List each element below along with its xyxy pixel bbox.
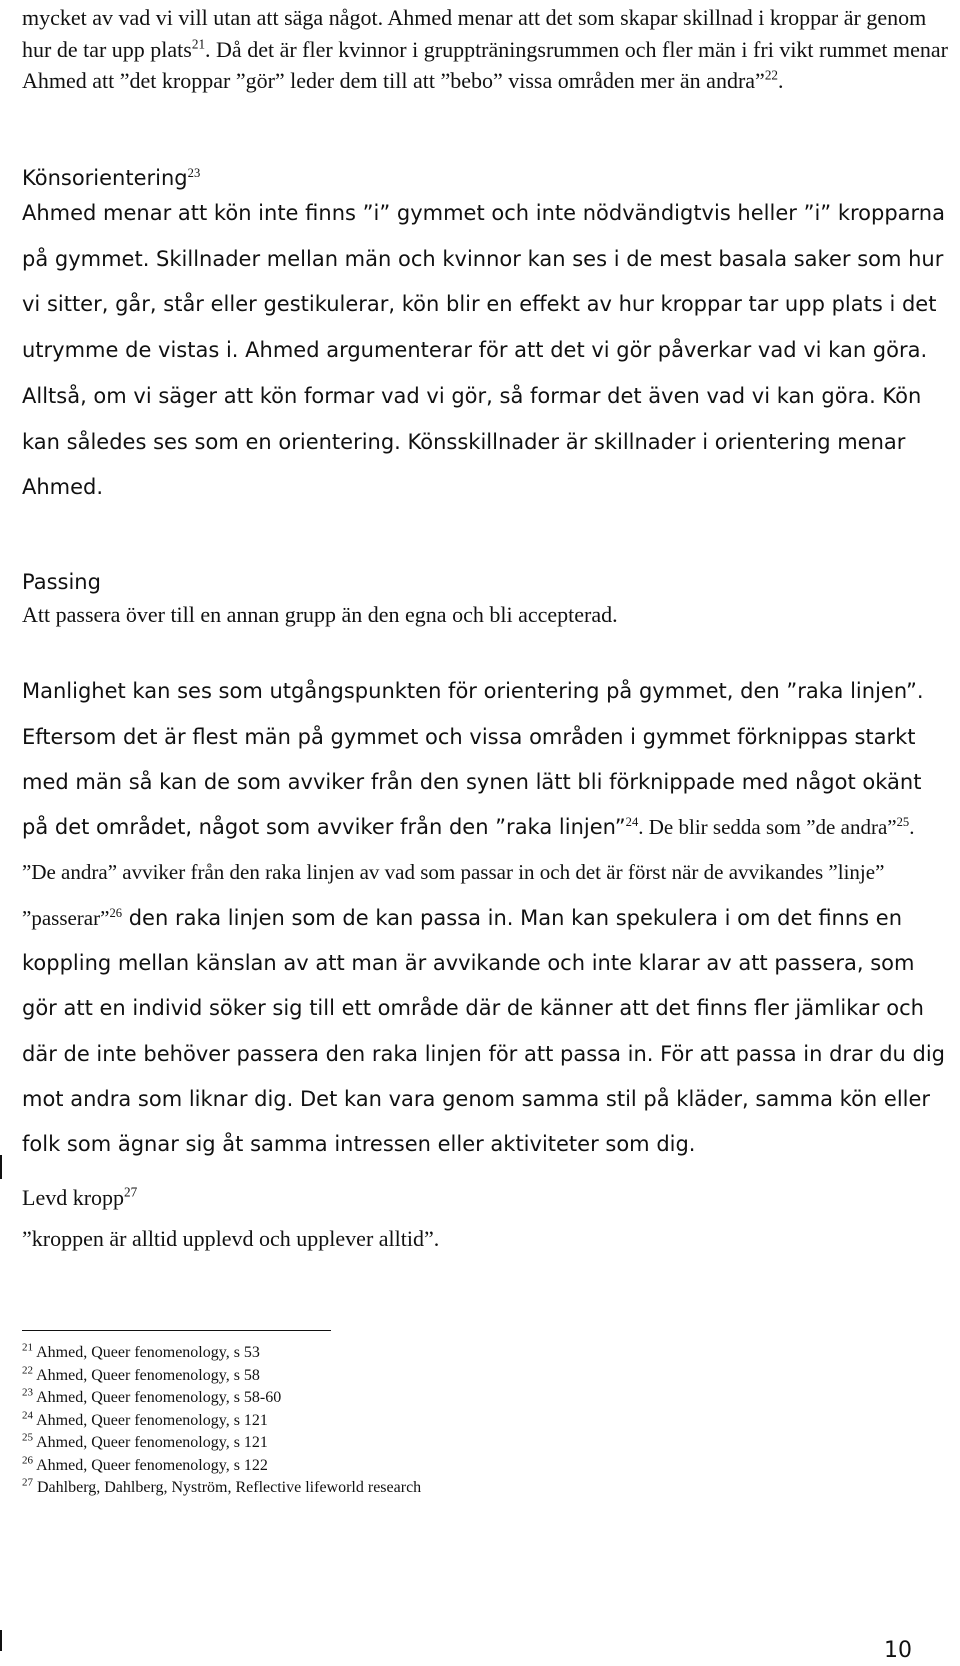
margin-marker — [0, 1155, 2, 1179]
footnote: $^{27}$ Dahlberg, Dahlberg, Nyström, Reflective lifeworld research — [22, 1476, 422, 1496]
footnote: $^{23}$ Ahmed, Queer fenomenology, s 58-60 — [22, 1386, 282, 1406]
footnote: $^{25}$ Ahmed, Queer fenomenology, s 121 — [22, 1431, 268, 1451]
passing-text-1: Manlighet kan ses som utgångspunkten för orientering på gymmet, den ”raka linjen”. Eftersom det är flest män på gymmet och vissa områden i gymmet förknippas starkt med män så kan de som avviker från den synen lätt bli förknippade med något okänt på det området, något som avviker från den ”raka linjen” — [22, 679, 924, 840]
footnote: $^{22}$ Ahmed, Queer fenomenology, s 58 — [22, 1364, 260, 1384]
footnote-ref-22: 22 — [764, 67, 778, 83]
passing-text-2: . De blir sedda som ”de andra” — [638, 815, 897, 840]
footnote-separator — [22, 1330, 331, 1331]
footnotes — [22, 1342, 722, 1500]
intro-text-1: mycket av vad vi vill utan att säga något. Ahmed menar att det som skapar skillnad i kroppar är genom hur de tar upp plats — [22, 5, 927, 62]
page-number: 10 — [884, 1638, 912, 1663]
intro-text-2: . Då det är fler kvinnor i gruppträningsrummen och fler män i fri vikt rummet menar Ahmed att ”det kroppar ”gör” leder dem till att ”bebo” vissa områden mer än andra” — [22, 36, 948, 93]
footnote-ref-27: 27 — [124, 1184, 138, 1200]
konsorientering-paragraph: Ahmed menar att kön inte finns ”i” gymmet och inte nödvändigtvis heller ”i” kropparna på gymmet. Skillnader mellan män och kvinnor kan ses i de mest basala saker som hur vi sitter, går, står eller gestikulerar, kön blir en effekt av hur kroppar tar upp plats i det utrymme de vistas i. Ahmed argumenterar för att det vi gör påverkar vad vi kan göra. Alltså, om vi säger att kön formar vad vi gör, så formar det även vad vi kan göra. Kön kan således ses som en orientering. Könsskillnader är skillnader i orientering menar Ahmed. — [22, 201, 945, 500]
footnote: $^{24}$ Ahmed, Queer fenomenology, s 121 — [22, 1409, 268, 1429]
section-heading-konsorientering: Könsorientering$^{23}$ — [22, 166, 201, 190]
footnote-ref-21: 21 — [191, 36, 206, 52]
passing-paragraph — [22, 623, 952, 1168]
section-heading-levd-kropp: Levd kropp$^{27}$ — [22, 1184, 138, 1210]
footnote: $^{21}$ Ahmed, Queer fenomenology, s 53 — [22, 1341, 260, 1361]
footnote-ref-25: 25 — [896, 815, 910, 830]
footnote-ref-23: 23 — [187, 166, 201, 180]
passing-text-3: . ”De andra” avviker från den raka linjen av vad som passar in och det är först när de avvikandes ”linje” ”passerar” — [22, 815, 915, 930]
footnote-ref-24: 24 — [625, 815, 639, 830]
passing-definition: Att passera över till en annan grupp än den egna och bli accepterad. — [22, 602, 618, 627]
intro-text-3: . — [778, 68, 784, 93]
section-heading-passing: Passing — [22, 570, 101, 594]
margin-marker — [0, 1630, 2, 1651]
levd-kropp-quote: ”kroppen är alltid upplevd och upplever alltid”. — [22, 1226, 440, 1251]
passing-text-4: den raka linjen som de kan passa in. Man kan spekulera i om det finns en koppling mellan känslan av att man är avvikande och inte klarar av att passera, som gör att en individ söker sig till ett område där de känner att det finns fler jämlikar och där de inte behöver passera den raka linjen för att passa in. För att passa in drar du dig mot andra som liknar dig. Det kan vara genom samma stil på kläder, samma kön eller folk som ägnar sig åt samma intressen eller aktiviteter som dig. — [22, 905, 946, 1157]
footnote-ref-26: 26 — [109, 905, 123, 920]
footnote: $^{26}$ Ahmed, Queer fenomenology, s 122 — [22, 1454, 268, 1474]
intro-paragraph — [22, 2, 952, 97]
